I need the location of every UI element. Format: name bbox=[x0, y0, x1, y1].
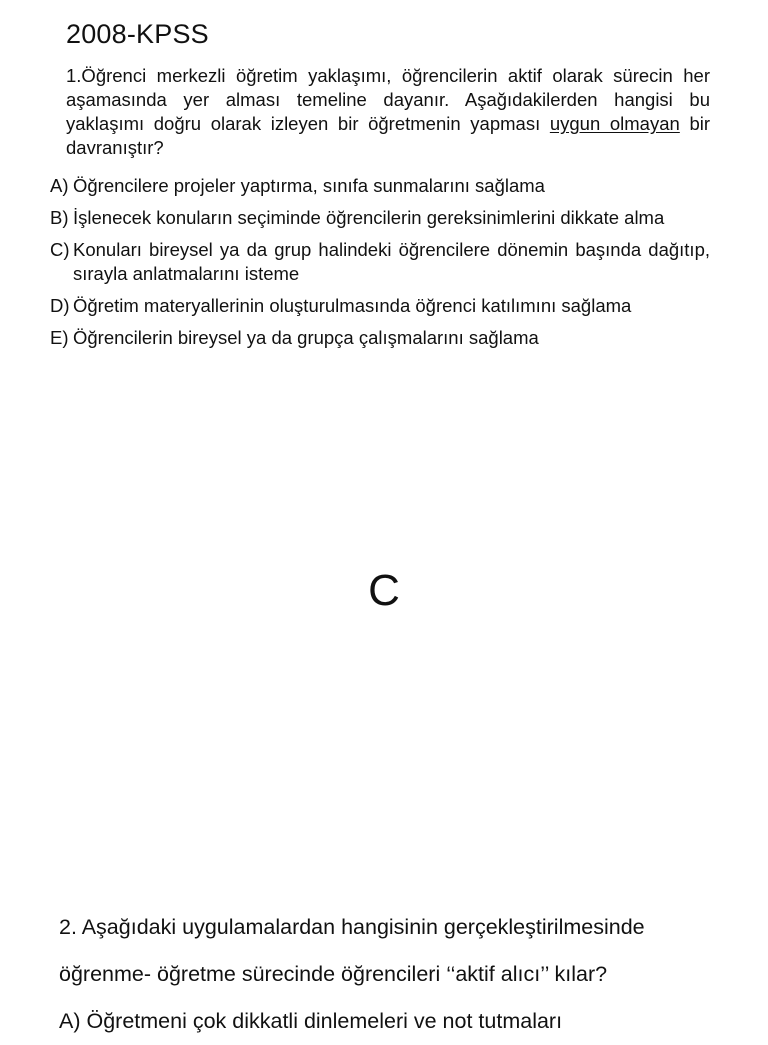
option-c bbox=[50, 238, 710, 286]
question-2-line-2: öğrenme- öğretme sürecinde öğrencileri ‘‘aktif alıcı’’ kılar? bbox=[59, 962, 608, 986]
question-1-options bbox=[50, 174, 710, 358]
option-letter: D) bbox=[50, 295, 70, 316]
question-1-underlined: uygun olmayan bbox=[549, 113, 680, 134]
option-d bbox=[50, 294, 710, 318]
option-letter: C) bbox=[50, 239, 70, 260]
question-2-line-1: 2. Aşağıdaki uygulamalardan hangisinin gerçekleştirilmesinde bbox=[59, 915, 645, 939]
question-1-text-before: 1.Öğrenci merkezli öğretim yaklaşımı, öğrencilerin aktif olarak sürecin her aşamasında yer alması temeline dayanır. Aşağıdakilerden hangisi bu yaklaşımı doğru olarak izleyen bir öğretmenin yapması bbox=[66, 65, 710, 134]
option-text: Konuları bireysel ya da grup halindeki öğrencilere dönemin başında dağıtıp, sırayla anlatmalarını isteme bbox=[73, 239, 710, 284]
option-text: İşlenecek konuların seçiminde öğrencilerin gereksinimlerini dikkate alma bbox=[73, 207, 665, 228]
page-title: 2008-KPSS bbox=[66, 19, 209, 49]
question-1-text-after: bir davranıştır? bbox=[66, 113, 710, 158]
option-letter: B) bbox=[50, 207, 69, 228]
option-e bbox=[50, 326, 710, 350]
option-text: Öğrencilerin bireysel ya da grupça çalışmalarını sağlama bbox=[73, 327, 539, 348]
question-1-text bbox=[66, 64, 710, 160]
question-2-option-a: A) Öğretmeni çok dikkatli dinlemeleri ve not tutmaları bbox=[59, 1009, 563, 1033]
option-text: Öğretim materyallerinin oluşturulmasında öğrenci katılımını sağlama bbox=[73, 295, 632, 316]
option-b bbox=[50, 206, 710, 230]
option-text: Öğrencilere projeler yaptırma, sınıfa sunmalarını sağlama bbox=[73, 175, 545, 196]
option-letter: A) bbox=[50, 175, 69, 196]
question-1-answer: C bbox=[368, 566, 400, 615]
option-a bbox=[50, 174, 710, 198]
option-letter: E) bbox=[50, 327, 69, 348]
